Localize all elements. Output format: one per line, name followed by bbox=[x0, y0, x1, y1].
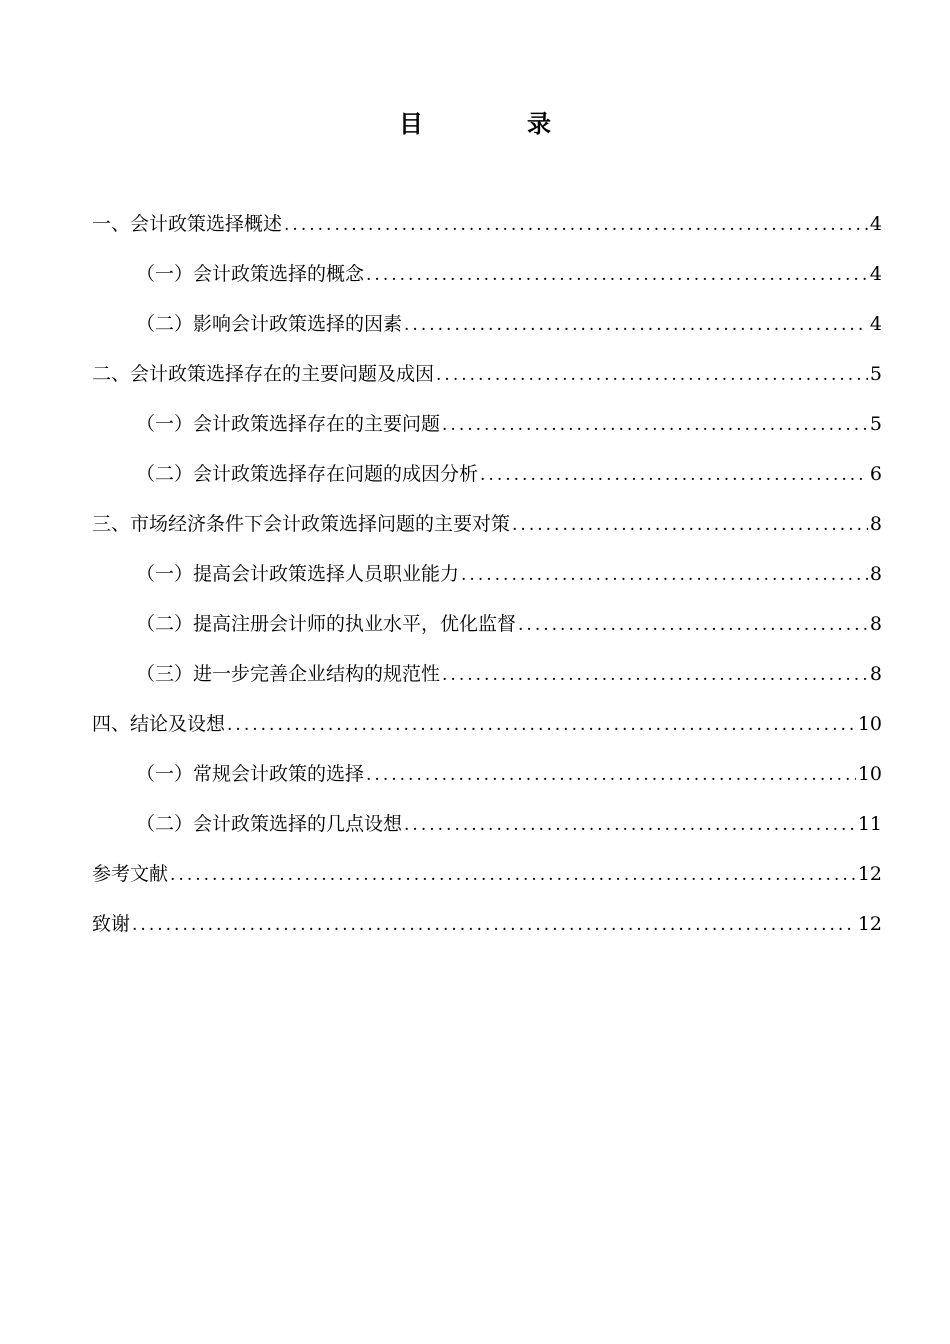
dot-leader bbox=[512, 500, 868, 550]
dot-leader bbox=[518, 600, 868, 650]
page-title: 目 录 bbox=[399, 110, 591, 138]
toc-entry[interactable] bbox=[92, 549, 882, 599]
toc-entry-text: （二）影响会计政策选择的因素 bbox=[136, 313, 403, 335]
toc-entry[interactable] bbox=[92, 249, 882, 299]
dot-leader bbox=[461, 550, 868, 600]
dot-leader bbox=[404, 300, 868, 350]
dot-leader bbox=[442, 650, 868, 700]
toc-entry-text: （一）会计政策选择存在的主要问题 bbox=[136, 413, 441, 435]
toc-page-number: 4 bbox=[869, 213, 882, 235]
toc-page-number: 4 bbox=[869, 263, 882, 285]
dot-leader bbox=[170, 850, 856, 900]
toc-entry[interactable] bbox=[92, 749, 882, 799]
dot-leader bbox=[284, 200, 868, 250]
toc-entry[interactable] bbox=[92, 599, 882, 649]
toc-entry[interactable] bbox=[92, 449, 882, 499]
dot-leader bbox=[366, 750, 856, 800]
toc-entry[interactable] bbox=[92, 799, 882, 849]
toc-entry-text: （三）进一步完善企业结构的规范性 bbox=[136, 663, 441, 685]
dot-leader bbox=[366, 250, 868, 300]
toc-entry-text: （二）会计政策选择存在问题的成因分析 bbox=[136, 463, 479, 485]
toc-page-number: 10 bbox=[857, 713, 882, 735]
toc-entry[interactable] bbox=[92, 899, 882, 949]
toc-entry[interactable] bbox=[92, 349, 882, 399]
toc-page-number: 8 bbox=[869, 613, 882, 635]
dot-leader bbox=[227, 700, 856, 750]
toc-page-number: 4 bbox=[869, 313, 882, 335]
toc-entry-text: 三、市场经济条件下会计政策选择问题的主要对策 bbox=[92, 513, 511, 535]
toc-entry-text: 四、结论及设想 bbox=[92, 713, 226, 735]
toc-entry-text: （二）会计政策选择的几点设想 bbox=[136, 813, 403, 835]
toc-page-number: 8 bbox=[869, 663, 882, 685]
toc-entry-text: 二、会计政策选择存在的主要问题及成因 bbox=[92, 363, 435, 385]
toc-page-number: 12 bbox=[857, 863, 882, 885]
table-of-contents bbox=[92, 199, 882, 949]
toc-page-number: 11 bbox=[857, 813, 882, 835]
toc-entry-text: （一）提高会计政策选择人员职业能力 bbox=[136, 563, 460, 585]
toc-entry-text: （一）会计政策选择的概念 bbox=[136, 263, 365, 285]
toc-entry-text: （一）常规会计政策的选择 bbox=[136, 763, 365, 785]
toc-page-number: 5 bbox=[869, 363, 882, 385]
toc-entry[interactable] bbox=[92, 699, 882, 749]
dot-leader bbox=[442, 400, 868, 450]
toc-entry[interactable] bbox=[92, 849, 882, 899]
dot-leader bbox=[480, 450, 868, 500]
toc-entry[interactable] bbox=[92, 499, 882, 549]
toc-entry-text: 参考文献 bbox=[92, 863, 169, 885]
dot-leader bbox=[132, 900, 856, 950]
toc-entry[interactable] bbox=[92, 649, 882, 699]
toc-page-number: 8 bbox=[869, 563, 882, 585]
toc-page-number: 6 bbox=[869, 463, 882, 485]
toc-entry-text: 一、会计政策选择概述 bbox=[92, 213, 283, 235]
toc-page-number: 5 bbox=[869, 413, 882, 435]
toc-entry[interactable] bbox=[92, 399, 882, 449]
toc-entry-text: 致谢 bbox=[92, 913, 131, 935]
toc-page-number: 10 bbox=[857, 763, 882, 785]
dot-leader bbox=[404, 800, 856, 850]
toc-entry-text: （二）提高注册会计师的执业水平，优化监督 bbox=[136, 613, 517, 635]
dot-leader bbox=[436, 350, 868, 400]
toc-page-number: 8 bbox=[869, 513, 882, 535]
toc-entry[interactable] bbox=[92, 299, 882, 349]
toc-page-number: 12 bbox=[857, 913, 882, 935]
toc-entry[interactable] bbox=[92, 199, 882, 249]
